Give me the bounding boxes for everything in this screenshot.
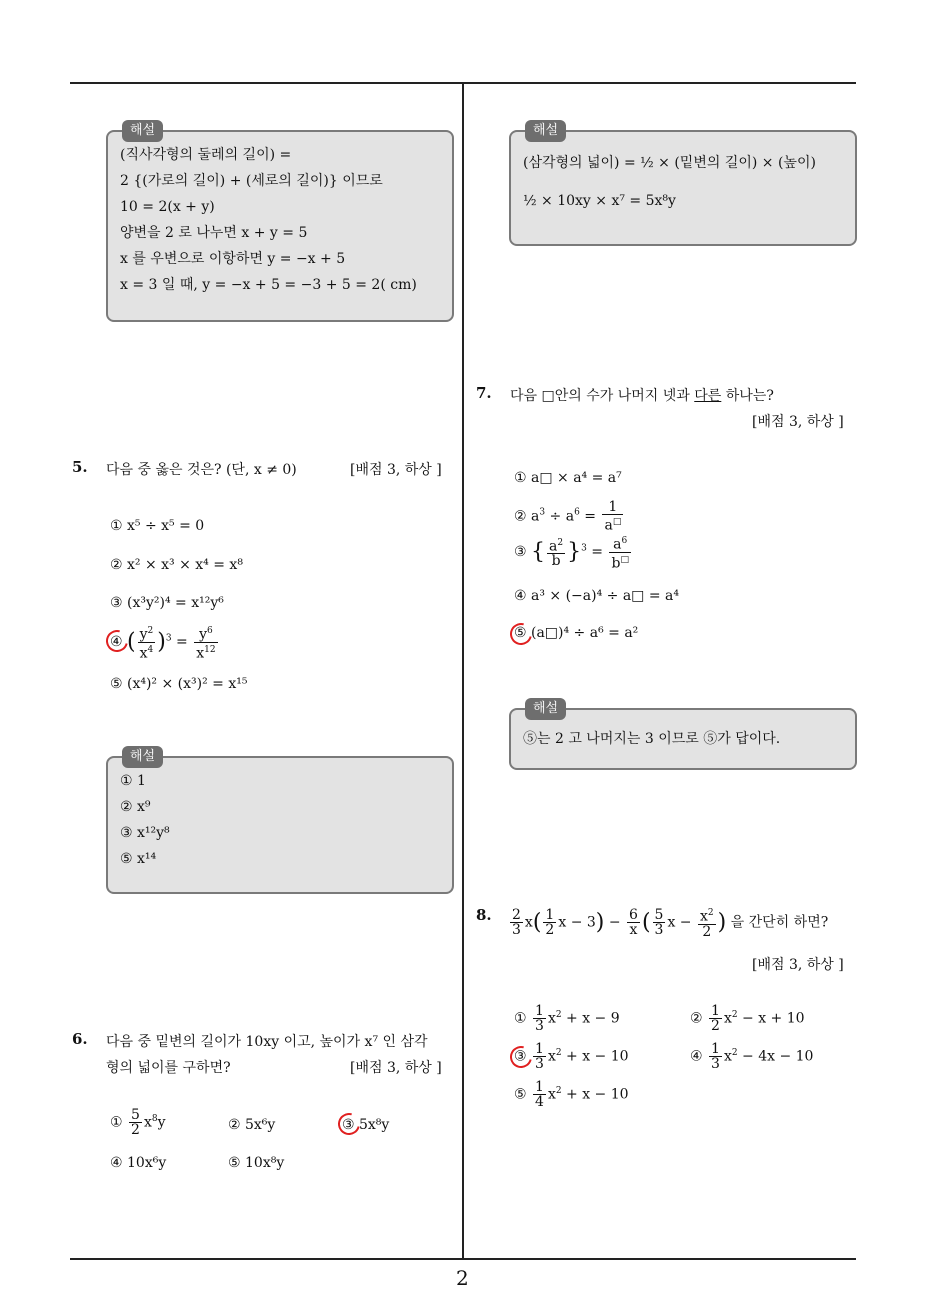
question-meta-5: [배점 3, 하상 ] [350, 462, 442, 478]
question-text-part: 하나는? [721, 388, 774, 404]
option-7-1[interactable]: ① a□ × a⁴ = a⁷ [514, 470, 622, 486]
question-text-part: 다음 □안의 수가 나머지 넷과 [510, 388, 695, 404]
solution-line: x = 3 일 때, y = −x + 5 = −3 + 5 = 2( cm) [120, 277, 417, 293]
solution-line: ② x⁹ [120, 799, 151, 815]
question-text-8: $\frac{2}{3}$ x( $\frac{1}{2}$ x − 3) − $\frac{6}{x}$ ( $\frac{5}{3}$ x − $\frac{x^2}{2}$ ) 을 간단히 하면? [512, 906, 829, 940]
option-marker: ③ [514, 544, 527, 561]
solution-line: 양변을 2 로 나누면 x + y = 5 [120, 225, 308, 241]
option-marker: ② [690, 1010, 703, 1027]
option-5-2[interactable]: ② x² × x³ × x⁴ = x⁸ [110, 557, 243, 573]
solution-tag: 해설 [525, 698, 566, 720]
question-meta-7: [배점 3, 하상 ] [752, 414, 844, 430]
solution-tag: 해설 [525, 120, 566, 142]
option-6-4[interactable]: ④ 10x⁶y [110, 1155, 167, 1171]
question-text-7 [510, 385, 774, 405]
option-8-4[interactable]: ④ $\frac{1}{3}$ $x^2 - 4x - 10$ [690, 1041, 814, 1072]
option-7-2[interactable]: ② $a^3 \div a^6$ = $\frac{1}{a^□}$ [514, 499, 622, 534]
option-marker: ① [110, 1114, 123, 1131]
option-7-5[interactable]: ⑤ (a□)⁴ ÷ a⁶ = a² [514, 625, 639, 641]
option-5-4[interactable]: ④ ( $\frac{y^2}{x^4}$ )$^3$ = $\frac{y^6}{x^{12}}$ [110, 626, 216, 662]
answer-mark [334, 1109, 364, 1139]
question-meta-6: [배점 3, 하상 ] [350, 1060, 442, 1076]
question-text-5: 다음 중 옳은 것은? (단, x ≠ 0) [106, 462, 297, 478]
option-5-5[interactable]: ⑤ (x⁴)² × (x³)² = x¹⁵ [110, 676, 248, 692]
solution-box-q5 [106, 749, 454, 894]
option-marker: ③ [514, 1048, 527, 1065]
bottom-rule [70, 1258, 856, 1260]
solution-box-q6 [509, 123, 857, 246]
question-number-5: 5. [72, 458, 88, 476]
column-divider [462, 82, 464, 1260]
answer-mark [506, 619, 536, 649]
question-number-8: 8. [476, 906, 492, 924]
question-text-6b: 형의 넓이를 구하면? [106, 1060, 231, 1076]
option-7-3[interactable]: ③ { $\frac{a^2}{b}$ }$^3$ = $\frac{a^6}{b^□}$ [514, 536, 629, 572]
option-8-5[interactable]: ⑤ $\frac{1}{4}$ $x^2 + x - 10$ [514, 1079, 629, 1110]
option-marker: ① [514, 1010, 527, 1027]
option-8-2[interactable]: ② $\frac{1}{2}$ $x^2 - x + 10$ [690, 1003, 805, 1034]
option-5-3[interactable]: ③ (x³y²)⁴ = x¹²y⁶ [110, 595, 224, 611]
question-number-6: 6. [72, 1030, 88, 1048]
question-text-underlined: 다른 [694, 388, 722, 404]
solution-box-q7 [509, 701, 857, 770]
solution-line: 10 = 2(x + y) [120, 199, 215, 215]
option-marker: ② [514, 508, 527, 525]
solution-line: ⑤는 2 고 나머지는 3 이므로 ⑤가 답이다. [523, 731, 781, 747]
solution-tag: 해설 [122, 746, 163, 768]
option-marker: ④ [110, 634, 123, 651]
option-marker: ⑤ [514, 1086, 527, 1103]
solution-line: 2 {(가로의 길이) + (세로의 길이)} 이므로 [120, 173, 383, 189]
option-6-1[interactable]: ① $\frac{5}{2}$ $x^8y$ [110, 1107, 166, 1138]
option-8-3[interactable]: ③ $\frac{1}{3}$ $x^2 + x - 10$ [514, 1041, 629, 1072]
option-5-1[interactable]: ① x⁵ ÷ x⁵ = 0 [110, 518, 205, 534]
solution-line: x 를 우변으로 이항하면 y = −x + 5 [120, 251, 346, 267]
solution-line: (삼각형의 넓이) = ½ × (밑변의 길이) × (높이) [523, 155, 816, 171]
solution-line: ⑤ x¹⁴ [120, 851, 157, 867]
question-text-tail: 을 간단히 하면? [730, 914, 829, 931]
question-meta-8: [배점 3, 하상 ] [752, 957, 844, 973]
option-6-3[interactable]: ③ 5x⁸y [342, 1117, 390, 1133]
option-marker: ④ [690, 1048, 703, 1065]
page-number: 2 [456, 1266, 469, 1290]
solution-line: (직사각형의 둘레의 길이) = [120, 147, 292, 163]
solution-line: ① 1 [120, 773, 146, 789]
question-text-6a: 다음 중 밑변의 길이가 10xy 이고, 높이가 x⁷ 인 삼각 [106, 1034, 428, 1050]
solution-line: ½ × 10xy × x⁷ = 5x⁸y [523, 193, 676, 209]
solution-tag: 해설 [122, 120, 163, 142]
option-8-1[interactable]: ① $\frac{1}{3}$ $x^2 + x - 9$ [514, 1003, 620, 1034]
option-6-2[interactable]: ② 5x⁶y [228, 1117, 276, 1133]
question-number-7: 7. [476, 384, 492, 402]
option-7-4[interactable]: ④ a³ × (−a)⁴ ÷ a□ = a⁴ [514, 588, 679, 604]
solution-box-q4 [106, 123, 454, 322]
option-6-5[interactable]: ⑤ 10x⁸y [228, 1155, 285, 1171]
solution-line: ③ x¹²y⁸ [120, 825, 170, 841]
